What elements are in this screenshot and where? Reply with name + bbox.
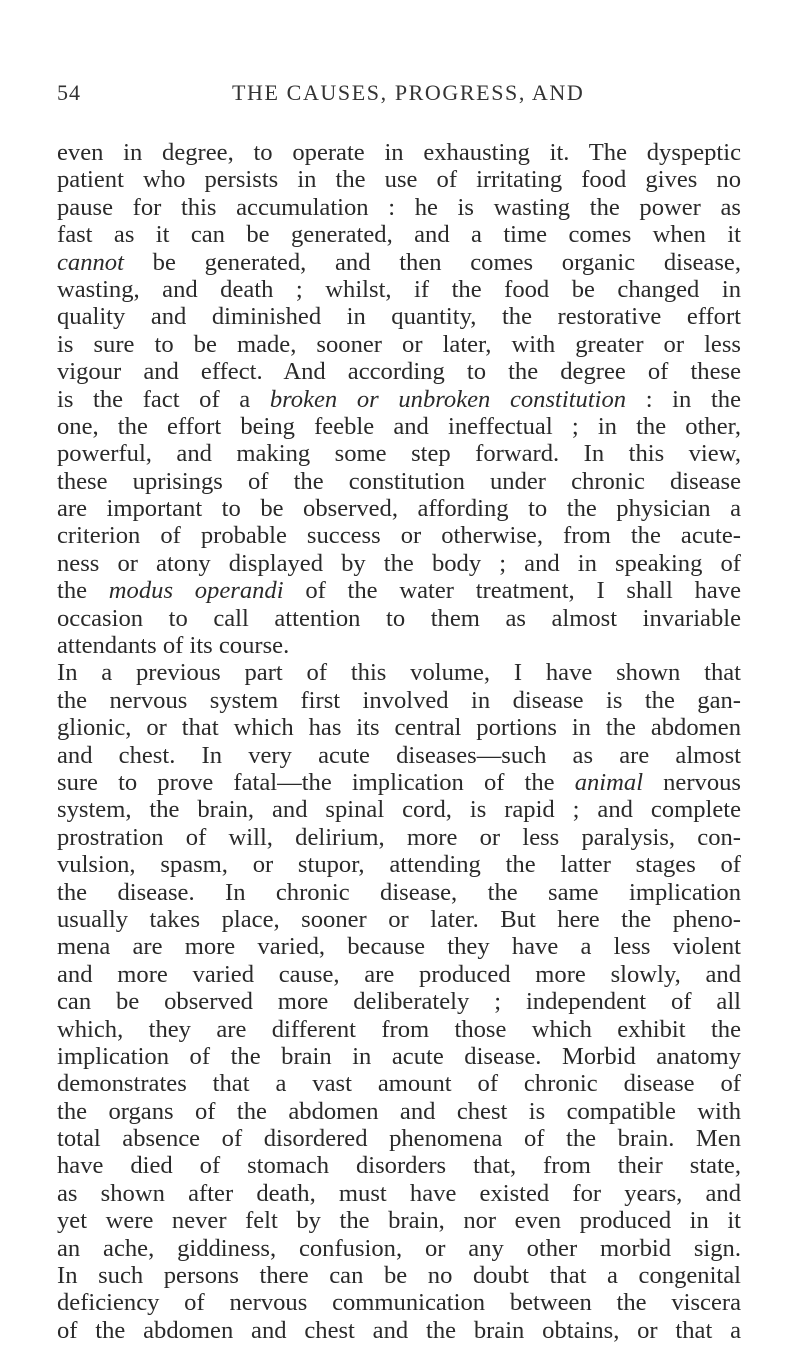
text-line bbox=[57, 249, 741, 276]
text-line bbox=[57, 468, 741, 495]
text-run: powerful, and making some step forward. In this view, bbox=[57, 440, 741, 468]
text-run: and more varied cause, are produced more slowly, and bbox=[57, 960, 741, 988]
text-run: criterion of probable success or otherwise, from the acute- bbox=[57, 522, 741, 550]
text-line bbox=[57, 1235, 741, 1262]
running-title: THE CAUSES, PROGRESS, AND bbox=[232, 80, 585, 105]
text-run: vulsion, spasm, or stupor, attending the latter stages of bbox=[57, 851, 741, 879]
text-run: an ache, giddiness, confusion, or any other morbid sign. bbox=[57, 1234, 741, 1262]
text-line bbox=[57, 495, 741, 522]
text-line bbox=[57, 961, 741, 988]
text-run: is sure to be made, sooner or later, with greater or less bbox=[57, 330, 741, 358]
text-line bbox=[57, 358, 741, 385]
text-run: sure to prove fatal—the implication of the bbox=[57, 768, 575, 796]
text-run: In such persons there can be no doubt that a congenital bbox=[57, 1262, 741, 1290]
text-run: pause for this accumulation : he is wasting the power as bbox=[57, 193, 741, 221]
text-line bbox=[57, 440, 741, 467]
text-line bbox=[57, 194, 741, 221]
text-line bbox=[57, 933, 741, 960]
text-run: is the fact of a bbox=[57, 385, 270, 413]
text-line bbox=[57, 221, 741, 248]
text-run: be generated, and then comes organic disease, bbox=[123, 248, 741, 276]
text-run: nervous bbox=[643, 768, 741, 796]
text-run: quality and diminished in quantity, the restorative effort bbox=[57, 303, 741, 331]
text-run: can be observed more deliberately ; independent of all bbox=[57, 988, 741, 1016]
text-run: the nervous system first involved in disease is the gan- bbox=[57, 686, 741, 714]
text-run: have died of stomach disorders that, from their state, bbox=[57, 1152, 741, 1180]
text-line bbox=[57, 386, 741, 413]
text-run: demonstrates that a vast amount of chronic disease of bbox=[57, 1070, 741, 1098]
text-run: one, the effort being feeble and ineffectual ; in the other, bbox=[57, 412, 741, 440]
text-line bbox=[57, 1125, 741, 1152]
text-line bbox=[57, 879, 741, 906]
text-line bbox=[57, 331, 741, 358]
text-line bbox=[57, 988, 741, 1015]
text-run: even in degree, to operate in exhausting it. The dyspeptic bbox=[57, 139, 741, 166]
text-run: the disease. In chronic disease, the same implication bbox=[57, 878, 741, 906]
body-text bbox=[57, 139, 741, 1344]
text-line bbox=[57, 577, 741, 604]
text-line bbox=[57, 550, 741, 577]
italic-text: cannot bbox=[57, 248, 124, 276]
text-run: system, the brain, and spinal cord, is rapid ; and complete bbox=[57, 796, 741, 824]
text-run: In a previous part of this volume, I have shown that bbox=[57, 659, 741, 687]
text-run: yet were never felt by the brain, nor even produced in it bbox=[57, 1207, 741, 1235]
text-run: are important to be observed, affording to the physician a bbox=[57, 495, 741, 523]
text-line bbox=[57, 522, 741, 549]
text-run: and chest. In very acute diseases—such as are almost bbox=[57, 741, 741, 769]
text-line bbox=[57, 1043, 741, 1070]
text-run: total absence of disordered phenomena of the brain. Men bbox=[57, 1125, 741, 1153]
text-run: the bbox=[57, 577, 109, 605]
text-line bbox=[57, 659, 741, 686]
text-run: implication of the brain in acute disease. Morbid anatomy bbox=[57, 1042, 741, 1070]
text-run: deficiency of nervous communication between the viscera bbox=[57, 1289, 741, 1317]
text-line bbox=[57, 1289, 741, 1316]
text-line bbox=[57, 1152, 741, 1179]
text-line bbox=[57, 605, 741, 632]
italic-text: broken or unbroken constitution bbox=[269, 385, 627, 413]
text-line bbox=[57, 1098, 741, 1125]
running-head bbox=[57, 80, 741, 110]
text-run: patient who persists in the use of irritating food gives no bbox=[57, 166, 741, 194]
text-line bbox=[57, 413, 741, 440]
text-line bbox=[57, 1070, 741, 1097]
text-line bbox=[57, 303, 741, 330]
text-line bbox=[57, 1207, 741, 1234]
text-run: occasion to call attention to them as almost invariable bbox=[57, 604, 741, 632]
text-line bbox=[57, 824, 741, 851]
text-run: of the water treatment, I shall have bbox=[283, 577, 741, 605]
text-run: as shown after death, must have existed for years, and bbox=[57, 1179, 741, 1207]
text-line bbox=[57, 714, 741, 741]
italic-text: modus operandi bbox=[108, 577, 284, 605]
text-line bbox=[57, 166, 741, 193]
text-run: these uprisings of the constitution under chronic disease bbox=[57, 467, 741, 495]
text-run: fast as it can be generated, and a time comes when it bbox=[57, 221, 741, 249]
text-line bbox=[57, 1317, 741, 1344]
text-run: ness or atony displayed by the body ; and in speaking of bbox=[57, 549, 741, 577]
text-run: usually takes place, sooner or later. But here the pheno- bbox=[57, 905, 741, 933]
text-run: glionic, or that which has its central portions in the abdomen bbox=[57, 714, 741, 742]
text-line bbox=[57, 769, 741, 796]
text-line bbox=[57, 276, 741, 303]
text-line bbox=[57, 1180, 741, 1207]
text-run: wasting, and death ; whilst, if the food be changed in bbox=[57, 275, 741, 303]
page-number: 54 bbox=[57, 80, 81, 105]
text-line bbox=[57, 139, 741, 166]
text-line bbox=[57, 796, 741, 823]
text-line bbox=[57, 632, 741, 659]
text-run: mena are more varied, because they have a less violent bbox=[57, 933, 741, 961]
text-run: which, they are different from those which exhibit the bbox=[57, 1015, 741, 1043]
text-line bbox=[57, 1262, 741, 1289]
text-line bbox=[57, 906, 741, 933]
text-run: prostration of will, delirium, more or less paralysis, con- bbox=[57, 823, 741, 851]
text-run: the organs of the abdomen and chest is compatible with bbox=[57, 1097, 741, 1125]
text-line bbox=[57, 1016, 741, 1043]
text-line bbox=[57, 742, 741, 769]
text-line bbox=[57, 687, 741, 714]
italic-text: animal bbox=[574, 768, 644, 796]
text-run: of the abdomen and chest and the brain obtains, or that a bbox=[57, 1316, 741, 1344]
text-run: : in the bbox=[626, 385, 741, 413]
text-line bbox=[57, 851, 741, 878]
text-run: attendants of its course. bbox=[57, 632, 290, 660]
text-run: vigour and effect. And according to the degree of these bbox=[57, 358, 741, 386]
